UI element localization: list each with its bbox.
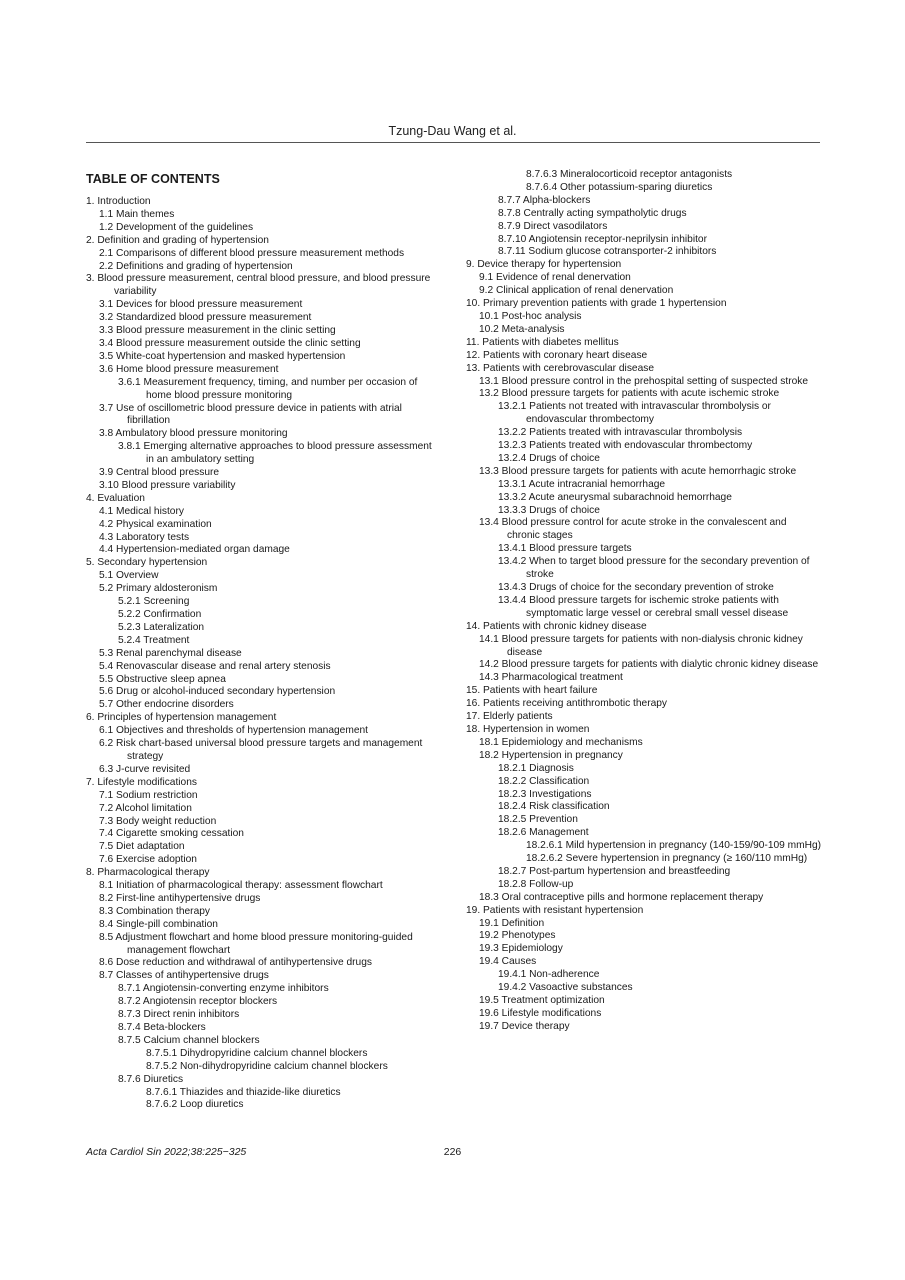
toc-entry: 10.2 Meta-analysis [479,323,565,335]
toc-entry: 18.2.1 Diagnosis [498,762,574,774]
toc-entry: 19.3 Epidemiology [479,943,563,955]
toc-entry: 6.3 J-curve revisited [99,763,191,775]
toc-entry: 8.7.10 Angiotensin receptor-neprilysin inhibitor [498,233,707,245]
toc-entry: 5.6 Drug or alcohol-induced secondary hypertension [99,686,336,698]
toc-entry: 3.7 Use of oscillometric blood pressure device in patients with atrial fibrillation [99,402,402,427]
toc-entry: 7.6 Exercise adoption [99,854,197,866]
toc-entry: 3.2 Standardized blood pressure measurement [99,312,312,324]
toc-entry: 4. Evaluation [86,492,145,504]
toc-right-column [466,169,822,1034]
toc-entry: 6.1 Objectives and thresholds of hypertension management [99,725,368,737]
toc-entry: 2. Definition and grading of hypertension [86,234,269,246]
toc-entry: 8.7.6.2 Loop diuretics [146,1099,244,1111]
toc-entry: 13.3.3 Drugs of choice [498,504,600,516]
toc-entry: 8.7.6.1 Thiazides and thiazide-like diuretics [146,1086,341,1098]
toc-entry: 19.2 Phenotypes [479,930,556,942]
toc-entry: 14. Patients with chronic kidney disease [466,620,647,632]
toc-entry: 13.2.1 Patients not treated with intravascular thrombolysis or endovascular thrombectomy [498,401,771,426]
toc-entry: 10.1 Post-hoc analysis [479,310,582,322]
toc-entry: 17. Elderly patients [466,711,553,723]
toc-entry: 2.1 Comparisons of different blood pressure measurement methods [99,247,405,259]
toc-entry: 7.2 Alcohol limitation [99,802,192,814]
toc-entry: 3.4 Blood pressure measurement outside the clinic setting [99,337,361,349]
toc-entry: 5.2.3 Lateralization [118,621,205,633]
toc-entry: 8.7.1 Angiotensin-converting enzyme inhibitors [118,983,329,995]
toc-entry: 5.7 Other endocrine disorders [99,699,234,711]
toc-entry: 13.2.2 Patients treated with intravascular thrombolysis [498,427,743,439]
toc-entry: 8.7.6.4 Other potassium-sparing diuretics [526,181,713,193]
toc-entry: 18.2.2 Classification [498,775,590,787]
header-divider [86,142,820,143]
toc-entry: 3.9 Central blood pressure [99,467,220,479]
toc-entry: 7.3 Body weight reduction [99,815,217,827]
toc-entry: 3.1 Devices for blood pressure measurement [99,299,303,311]
toc-entry: 18.1 Epidemiology and mechanisms [479,736,643,748]
toc-entry: 13.2.3 Patients treated with endovascular thrombectomy [498,440,753,452]
toc-entry: 7.5 Diet adaptation [99,841,185,853]
toc-entry: 18.3 Oral contraceptive pills and hormone replacement therapy [479,891,764,903]
toc-entry: 13. Patients with cerebrovascular disease [466,362,655,374]
toc-entry: 19.7 Device therapy [479,1020,570,1032]
toc-entry: 10. Primary prevention patients with grade 1 hypertension [466,298,727,310]
toc-entry: 18.2.6.1 Mild hypertension in pregnancy (140-159/90-109 mmHg) [526,840,822,852]
toc-entry: 5.4 Renovascular disease and renal artery stenosis [99,660,331,672]
toc-entry: 12. Patients with coronary heart disease [466,349,648,361]
toc-entry: 13.2.4 Drugs of choice [498,452,600,464]
toc-entry: 18.2.6.2 Severe hypertension in pregnancy (≥ 160/110 mmHg) [526,853,808,865]
toc-entry: 8.7.3 Direct renin inhibitors [118,1009,240,1021]
toc-entry: 8.7.9 Direct vasodilators [498,220,608,232]
toc-entry: 1.1 Main themes [99,208,175,220]
toc-entry: 3.6.1 Measurement frequency, timing, and number per occasion of home blood pressure monitoring [118,376,418,401]
toc-entry: 7. Lifestyle modifications [86,776,197,788]
toc-entry: 3.10 Blood pressure variability [99,479,236,491]
toc-left-column [86,196,438,1112]
toc-entry: 1. Introduction [86,196,151,207]
toc-entry: 18.2.4 Risk classification [498,801,610,813]
toc-entry: 5.2.1 Screening [118,596,190,608]
toc-entry: 4.1 Medical history [99,505,184,517]
toc-entry: 13.2 Blood pressure targets for patients with acute ischemic stroke [479,388,780,400]
toc-entry: 3.8 Ambulatory blood pressure monitoring [99,428,288,440]
toc-entry: 8.7.5.2 Non-dihydropyridine calcium channel blockers [146,1060,388,1072]
toc-entry: 19.4 Causes [479,956,537,968]
toc-entry: 5.3 Renal parenchymal disease [99,647,242,659]
toc-entry: 6.2 Risk chart-based universal blood pressure targets and management strategy [99,738,423,762]
toc-entry: 8.5 Adjustment flowchart and home blood pressure monitoring-guided management flowchart [99,931,413,956]
toc-entry: 18.2.7 Post-partum hypertension and breastfeeding [498,865,731,877]
toc-entry: 15. Patients with heart failure [466,685,598,697]
toc-entry: 3. Blood pressure measurement, central blood pressure, and blood pressure variability [86,273,431,298]
toc-entry: 8.7.6.3 Mineralocorticoid receptor antagonists [526,169,733,180]
toc-entry: 14.2 Blood pressure targets for patients with dialytic chronic kidney disease [479,659,819,671]
toc-entry: 4.3 Laboratory tests [99,531,190,543]
toc-entry: 4.2 Physical examination [99,518,212,530]
toc-entry: 8.7.8 Centrally acting sympatholytic drugs [498,207,687,219]
toc-entry: 1.2 Development of the guidelines [99,221,254,233]
toc-entry: 13.4.1 Blood pressure targets [498,543,632,555]
toc-entry: 3.3 Blood pressure measurement in the clinic setting [99,325,336,337]
toc-entry: 6. Principles of hypertension management [86,712,277,724]
toc-entry: 8.7.6 Diuretics [118,1073,184,1085]
toc-entry: 8.4 Single-pill combination [99,918,218,930]
toc-entry: 4.4 Hypertension-mediated organ damage [99,544,290,556]
toc-entry: 5.5 Obstructive sleep apnea [99,673,226,685]
toc-entry: 16. Patients receiving antithrombotic therapy [466,698,668,710]
toc-entry: 19.5 Treatment optimization [479,995,605,1006]
toc-entry: 13.3.2 Acute aneurysmal subarachnoid hemorrhage [498,491,732,503]
toc-entry: 8.1 Initiation of pharmacological therapy: assessment flowchart [99,880,383,892]
footer-journal-citation: Acta Cardiol Sin 2022;38:225−325 [86,1146,247,1158]
toc-entry: 8.7.5 Calcium channel blockers [118,1034,260,1046]
toc-entry: 5.2.4 Treatment [118,634,190,646]
toc-entry: 19.1 Definition [479,917,545,929]
toc-entry: 19.4.1 Non-adherence [498,969,600,981]
toc-entry: 8.7.7 Alpha-blockers [498,194,591,206]
toc-entry: 18. Hypertension in women [466,723,590,735]
toc-title: TABLE OF CONTENTS [86,172,220,186]
toc-entry: 8.6 Dose reduction and withdrawal of antihypertensive drugs [99,957,372,969]
toc-entry: 13.3.1 Acute intracranial hemorrhage [498,478,666,490]
toc-entry: 8.3 Combination therapy [99,905,210,917]
toc-entry: 18.2.5 Prevention [498,814,578,826]
toc-entry: 3.6 Home blood pressure measurement [99,363,279,375]
toc-entry: 8.7.5.1 Dihydropyridine calcium channel blockers [146,1047,368,1059]
toc-entry: 7.1 Sodium restriction [99,789,198,801]
toc-entry: 19.4.2 Vasoactive substances [498,982,633,994]
toc-entry: 8. Pharmacological therapy [86,867,210,879]
toc-entry: 14.1 Blood pressure targets for patients with non-dialysis chronic kidney disease [479,633,803,658]
toc-entry: 14.3 Pharmacological treatment [479,672,623,684]
toc-entry: 19. Patients with resistant hypertension [466,904,644,916]
toc-entry: 18.2.3 Investigations [498,788,592,800]
toc-entry: 13.1 Blood pressure control in the prehospital setting of suspected stroke [479,375,809,387]
toc-entry: 8.2 First-line antihypertensive drugs [99,892,261,904]
toc-entry: 5.1 Overview [99,570,159,582]
toc-entry: 13.3 Blood pressure targets for patients with acute hemorrhagic stroke [479,465,797,477]
toc-entry: 18.2 Hypertension in pregnancy [479,749,623,761]
toc-entry: 3.8.1 Emerging alternative approaches to blood pressure assessment in an ambulatory setting [118,441,432,466]
footer-page-number: 226 [443,1146,462,1158]
toc-entry: 8.7.11 Sodium glucose cotransporter-2 inhibitors [498,246,717,258]
toc-entry: 11. Patients with diabetes mellitus [466,336,619,348]
header-author: Tzung-Dau Wang et al. [388,124,517,138]
toc-entry: 8.7.4 Beta-blockers [118,1022,206,1033]
toc-entry: 18.2.8 Follow-up [498,878,574,890]
toc-entry: 9. Device therapy for hypertension [466,259,622,271]
toc-entry: 18.2.6 Management [498,827,589,839]
toc-entry: 9.1 Evidence of renal denervation [479,272,631,284]
toc-entry: 5. Secondary hypertension [86,557,208,569]
toc-entry: 13.4 Blood pressure control for acute stroke in the convalescent and chronic stages [479,517,787,542]
toc-entry: 2.2 Definitions and grading of hypertension [99,260,293,272]
toc-entry: 13.4.4 Blood pressure targets for ischemic stroke patients with symptomatic large vessel or cerebral small vessel disease [498,594,789,619]
toc-entry: 5.2 Primary aldosteronism [99,583,218,595]
toc-entry: 8.7.2 Angiotensin receptor blockers [118,996,278,1008]
toc-entry: 19.6 Lifestyle modifications [479,1007,602,1019]
toc-entry: 5.2.2 Confirmation [118,609,202,620]
toc-entry: 13.4.3 Drugs of choice for the secondary prevention of stroke [498,582,774,593]
toc-entry: 7.4 Cigarette smoking cessation [99,828,244,840]
toc-entry: 8.7 Classes of antihypertensive drugs [99,970,269,982]
toc-entry: 13.4.2 When to target blood pressure for the secondary prevention of stroke [498,556,810,581]
toc-entry: 3.5 White-coat hypertension and masked hypertension [99,350,346,362]
toc-entry: 9.2 Clinical application of renal denervation [479,285,674,297]
